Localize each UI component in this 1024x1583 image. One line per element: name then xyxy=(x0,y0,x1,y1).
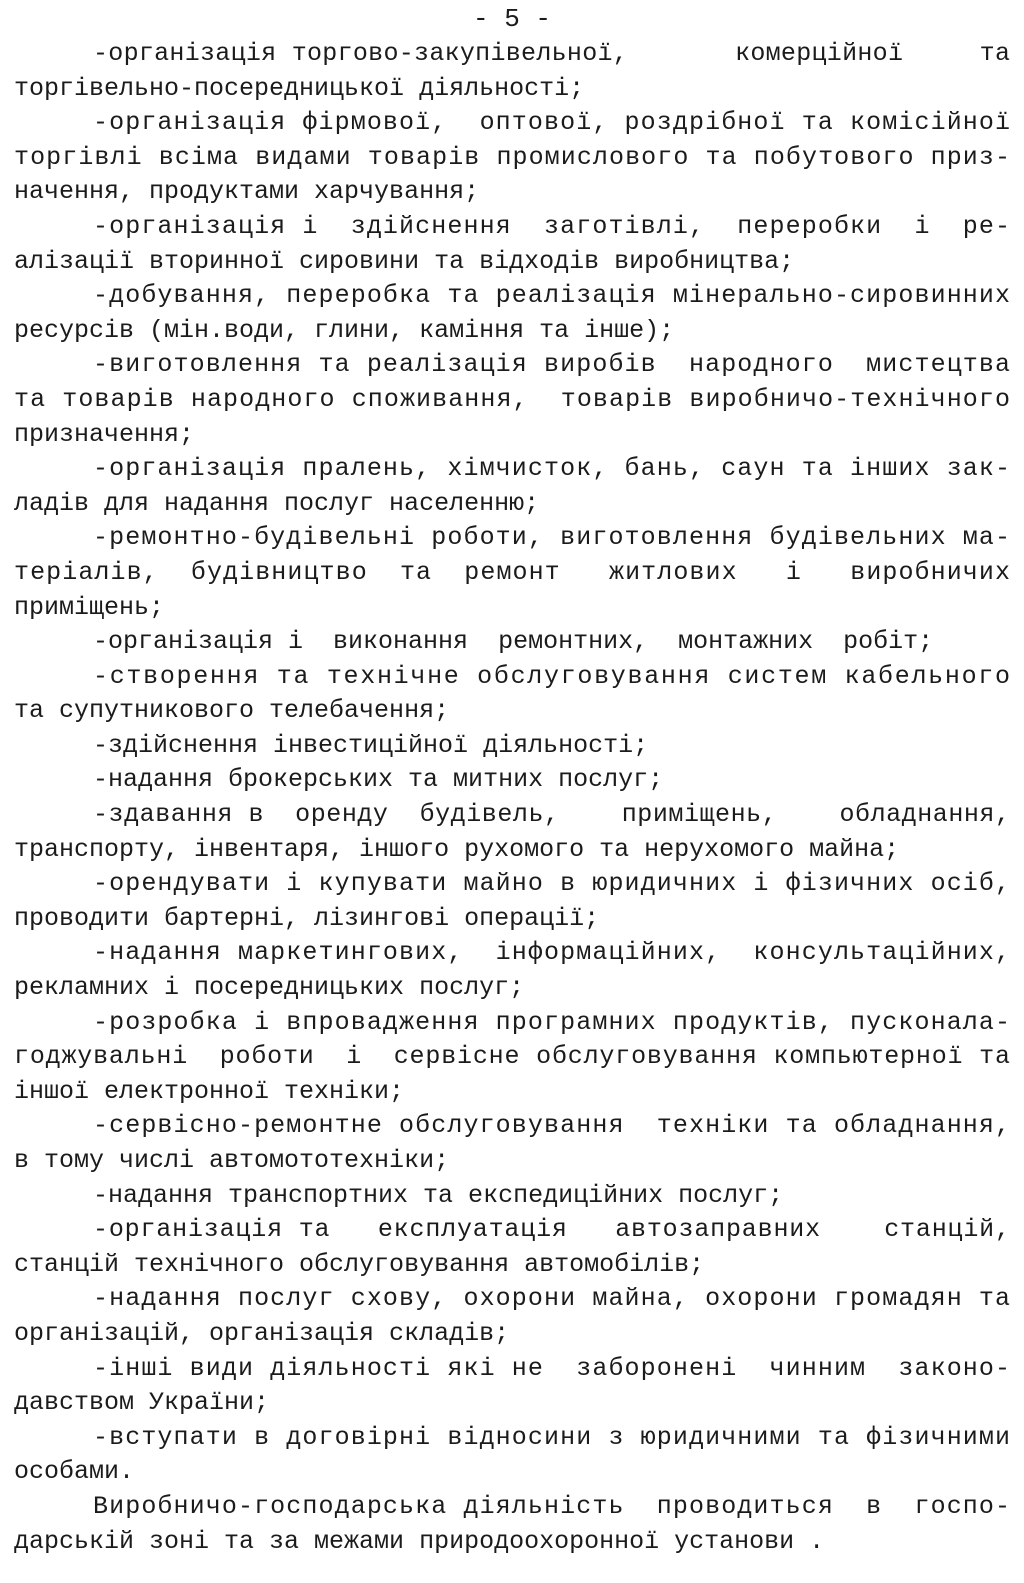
paragraph-line: станцій технічного обслуговування автомобілів; xyxy=(14,1249,705,1279)
paragraph-first-line: -створення та технічне обслуговування систем кабельного xyxy=(93,661,1012,691)
paragraph-first-line: -інші види діяльності які не заборонені чинним законо- xyxy=(93,1353,1012,1383)
paragraph-first-line: -надання маркетингових, інформаційних, консультаційних, xyxy=(93,938,1012,968)
paragraph-line: особами. xyxy=(14,1457,135,1487)
paragraph-line: транспорту, інвентаря, іншого рухомого та нерухомого майна; xyxy=(14,834,900,864)
paragraph-line: іншої електронної техніки; xyxy=(14,1076,405,1106)
paragraph-first-line: -здавання в оренду будівель, приміщень, обладнання, xyxy=(93,800,1011,830)
paragraph-first-line: -організація фірмової, оптової, роздрібної та комісійної xyxy=(93,108,1012,138)
paragraph-first-line: -добування, переробка та реалізація мінерально-сировинних xyxy=(93,281,1012,311)
paragraph-first-line: -організація торгово-закупівельної, комерційної та xyxy=(93,39,1011,68)
paragraph-line: призначення; xyxy=(14,419,195,449)
paragraph-first-line: -організація та експлуатація автозаправних станцій, xyxy=(93,1215,1011,1245)
paragraph-line: організацій, організація складів; xyxy=(14,1318,510,1348)
paragraph-line: в тому числі автомототехніки; xyxy=(14,1146,450,1175)
paragraph-line: ресурсів (мін.води, глини, каміння та інше); xyxy=(14,315,675,345)
paragraph-first-line: Виробничо-господарська діяльність проводиться в госпо- xyxy=(93,1491,1012,1521)
paragraph-first-line: -здійснення інвестиційної діяльності; xyxy=(93,730,649,760)
paragraph-line: давством України; xyxy=(14,1388,270,1418)
paragraph-first-line: -орендувати і купувати майно в юридичних і фізичних осіб, xyxy=(93,869,1012,899)
paragraph-first-line: -організація і здійснення заготівлі, переробки і ре- xyxy=(93,211,1012,241)
paragraph-first-line: -ремонтно-будівельні роботи, виготовлення будівельних ма- xyxy=(93,523,1012,553)
paragraph-line: рекламних і посередницьких послуг; xyxy=(14,973,525,1003)
paragraph-line: торгівельно-посередницької діяльності; xyxy=(14,73,585,103)
paragraph-first-line: -організація пралень, хімчисток, бань, саун та інших зак- xyxy=(93,454,1012,484)
paragraph-line: та супутникового телебачення; xyxy=(14,696,450,726)
paragraph-first-line: -вступати в договірні відносини з юридичними та фізичними xyxy=(93,1422,1012,1452)
paragraph-first-line: -сервісно-ремонтне обслуговування техніки та обладнання, xyxy=(93,1111,1012,1141)
paragraph-first-line: -виготовлення та реалізація виробів народного мистецтва xyxy=(93,350,1012,380)
paragraph-line: приміщень; xyxy=(14,592,165,622)
paragraph-line: годжувальні роботи і сервісне обслуговування компьютерної та xyxy=(14,1042,1011,1072)
paragraph-line: торгівлі всіма видами товарів промислового та побутового приз- xyxy=(14,142,1012,172)
paragraph-first-line: -організація і виконання ремонтних, монтажних робіт; xyxy=(93,627,934,657)
paragraph-line: проводити бартерні, лізингові операції; xyxy=(14,903,600,933)
paragraph-first-line: -надання послуг схову, охорони майна, охорони громадян та xyxy=(93,1284,1012,1314)
paragraph-first-line: -розробка і впровадження програмних продуктів, пусконала- xyxy=(93,1007,1012,1037)
paragraph-line: теріалів, будівництво та ремонт житлових і виробничих xyxy=(14,557,1012,587)
paragraph-first-line: -надання транспортних та експедиційних послуг; xyxy=(93,1180,784,1210)
document-body xyxy=(0,37,1024,1559)
paragraph-line: начення, продуктами харчування; xyxy=(14,177,480,207)
page-number: - 5 - xyxy=(472,4,551,34)
paragraph-first-line: -надання брокерських та митних послуг; xyxy=(93,765,664,795)
paragraph-line: та товарів народного споживання, товарів виробничо-технічного xyxy=(14,384,1012,414)
paragraph-line: дарській зоні та за межами природоохоронної установи . xyxy=(14,1526,825,1556)
paragraph-line: ладів для надання послуг населенню; xyxy=(14,488,540,518)
paragraph-line: алізації вторинної сировини та відходів виробництва; xyxy=(14,246,795,276)
